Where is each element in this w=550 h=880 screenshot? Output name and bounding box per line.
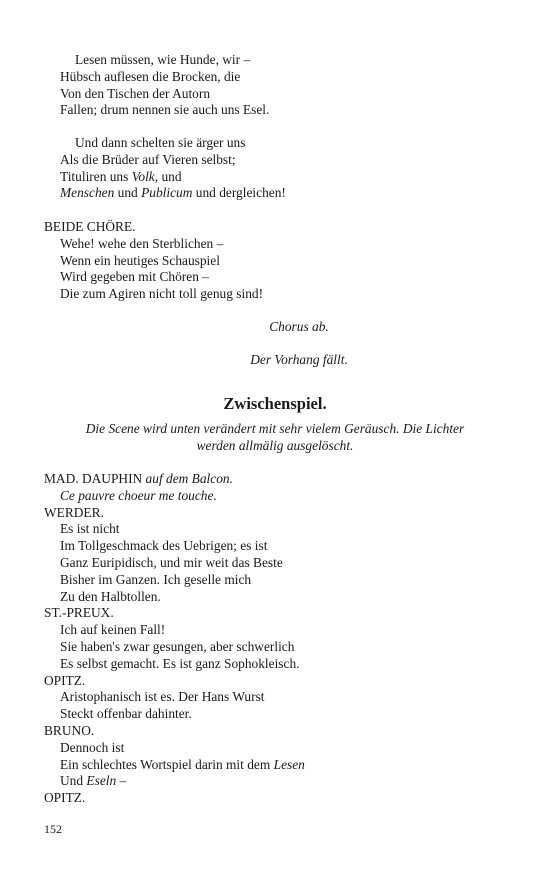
speaker-name: ST.-PREUX. — [44, 605, 114, 621]
text-run: Tituliren uns — [60, 168, 132, 184]
verse-line: Zu den Halbtollen. — [60, 588, 161, 604]
text-run: Ein schlechtes Wortspiel darin mit dem — [60, 756, 274, 772]
speaker-name: OPITZ. — [44, 790, 86, 806]
verse-stanza-2 — [44, 135, 514, 202]
stage-direction: Chorus ab. — [269, 319, 329, 334]
text-run-italic: Eseln — [86, 773, 117, 789]
verse-line — [44, 773, 514, 790]
verse-line: Es ist nicht — [60, 521, 120, 537]
text-run-italic: Lesen — [273, 756, 305, 772]
text-run: – — [116, 773, 127, 789]
stage-direction: werden allmälig ausgelöscht. — [196, 437, 354, 453]
verse-line: Im Tollgeschmack des Uebrigen; es ist — [60, 538, 268, 554]
verse-line: Es selbst gemacht. Es ist ganz Sophokleisch. — [60, 655, 300, 671]
verse-stanza-1 — [44, 52, 514, 119]
stage-direction: Der Vorhang fällt. — [250, 352, 348, 367]
verse-line: Steckt offenbar dahinter. — [60, 706, 192, 722]
verse-line: Wehe! wehe den Sterblichen – — [60, 235, 224, 251]
text-run-italic: Publicum — [141, 185, 193, 201]
stage-direction: auf dem Balcon. — [142, 471, 233, 486]
verse-line: Ce pauvre choeur me touche. — [60, 487, 217, 503]
text-run-italic: Menschen — [60, 185, 115, 201]
chorus-speech — [44, 219, 514, 303]
verse-line — [44, 757, 514, 774]
text-run: und dergleichen! — [192, 185, 286, 201]
stage-direction-curtain — [44, 352, 514, 369]
verse-line — [44, 169, 514, 186]
interlude-direction — [20, 421, 530, 455]
verse-line: Aristophanisch ist es. Der Hans Wurst — [60, 689, 265, 705]
page-number: 152 — [44, 822, 62, 836]
verse-line: Ganz Euripidisch, und mir weit das Beste — [60, 554, 283, 570]
text-run-italic: Volk — [131, 168, 155, 184]
verse-line: Bisher im Ganzen. Ich geselle mich — [60, 571, 252, 587]
text-run: Und — [60, 773, 87, 789]
speaker-name — [44, 471, 514, 488]
verse-line: Von den Tischen der Autorn — [60, 85, 211, 101]
verse-line: Fallen; drum nennen sie auch uns Esel. — [60, 102, 270, 118]
dialogue — [44, 471, 514, 807]
speaker-label: MAD. DAUPHIN — [44, 471, 143, 486]
verse-line: Sie haben's zwar gesungen, aber schwerlich — [60, 638, 295, 654]
text-run: und — [114, 185, 142, 201]
verse-line: Hübsch auflesen die Brocken, die — [60, 68, 241, 84]
text-run: , und — [154, 168, 182, 184]
speaker-name: BEIDE CHÖRE. — [44, 219, 136, 234]
verse-line: Dennoch ist — [60, 739, 125, 755]
verse-line — [44, 185, 514, 202]
speaker-name: WERDER. — [44, 504, 104, 520]
speaker-name: OPITZ. — [44, 672, 86, 688]
speaker-name: BRUNO. — [44, 722, 95, 738]
stage-direction-exit — [44, 319, 514, 336]
verse-line: Und dann schelten sie ärger uns — [75, 135, 246, 150]
stage-direction: Die Scene wird unten verändert mit sehr vielem Geräusch. Die Lichter — [85, 421, 465, 436]
verse-line: Als die Brüder auf Vieren selbst; — [60, 151, 236, 167]
verse-line: Lesen müssen, wie Hunde, wir – — [75, 52, 251, 67]
verse-line: Wenn ein heutiges Schauspiel — [60, 252, 220, 268]
verse-line: Die zum Agiren nicht toll genug sind! — [60, 286, 264, 302]
verse-line: Wird gegeben mit Chören – — [60, 269, 209, 285]
section-heading: Zwischenspiel. — [223, 394, 327, 413]
verse-line: Ich auf keinen Fall! — [60, 622, 166, 638]
